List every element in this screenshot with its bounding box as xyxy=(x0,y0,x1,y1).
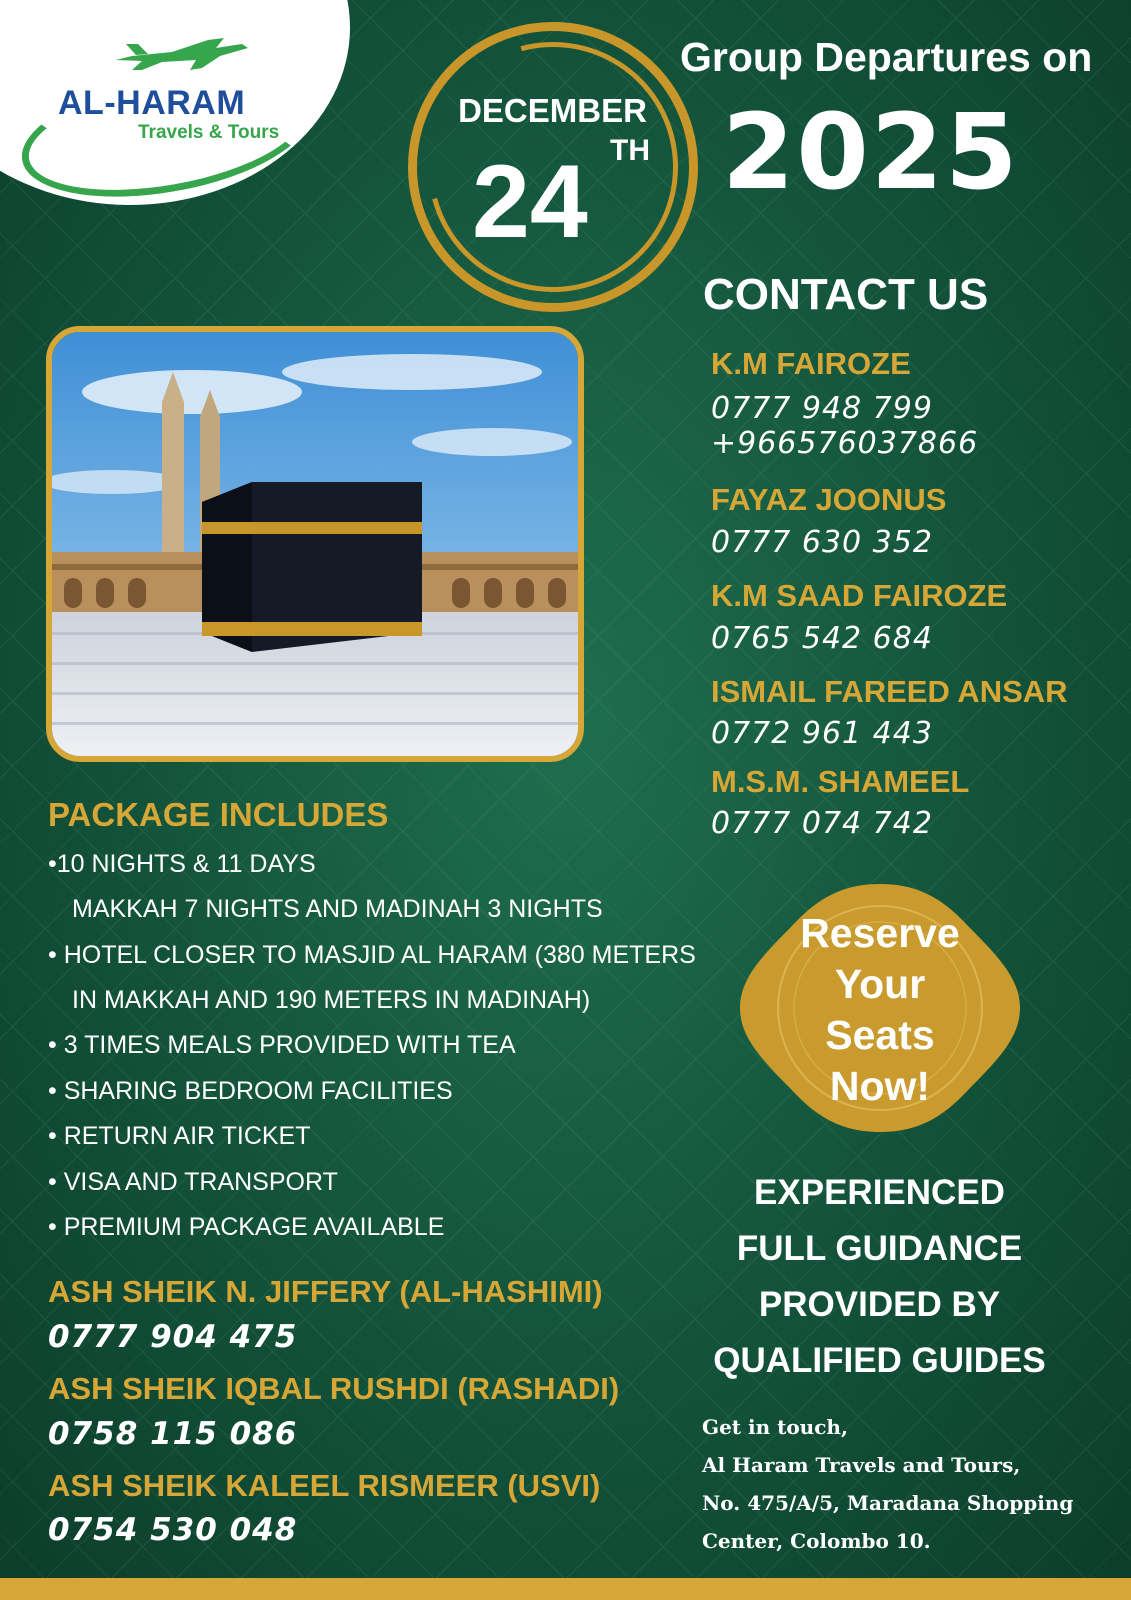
guidance-statement xyxy=(692,1165,1067,1389)
address-line: Get in touch, xyxy=(702,1415,848,1439)
badge-line: Reserve xyxy=(800,910,960,956)
reserve-badge-text[interactable] xyxy=(770,908,990,1112)
package-item: • 3 TIMES MEALS PROVIDED WITH TEA xyxy=(48,1031,516,1059)
package-item: •10 NIGHTS & 11 DAYS xyxy=(48,850,316,878)
address-line: Al Haram Travels and Tours, xyxy=(702,1453,1021,1477)
package-item: IN MAKKAH AND 190 METERS IN MADINAH) xyxy=(72,986,591,1014)
address-line: No. 475/A/5, Maradana Shopping xyxy=(702,1491,1074,1515)
package-item: • HOTEL CLOSER TO MASJID AL HARAM (380 METERS xyxy=(48,941,696,969)
contact-phone[interactable]: +966576037866 xyxy=(711,426,979,461)
package-item: • PREMIUM PACKAGE AVAILABLE xyxy=(48,1213,445,1241)
package-item: • RETURN AIR TICKET xyxy=(48,1122,311,1150)
package-item: • SHARING BEDROOM FACILITIES xyxy=(48,1077,453,1105)
package-heading: PACKAGE INCLUDES xyxy=(48,796,389,833)
contact-name: K.M SAAD FAIROZE xyxy=(711,578,1008,613)
contact-phone[interactable]: 0777 948 799 xyxy=(711,391,933,426)
logo-tagline: Travels & Tours xyxy=(138,122,280,143)
sheik-phone[interactable]: 0777 904 475 xyxy=(48,1319,298,1355)
departure-title: Group Departures on xyxy=(680,34,1093,80)
departure-day-suffix: TH xyxy=(610,134,650,167)
badge-line: Seats xyxy=(825,1012,935,1058)
package-item: • VISA AND TRANSPORT xyxy=(48,1168,338,1196)
guidance-line: PROVIDED BY xyxy=(758,1285,1001,1324)
departure-year: 2025 xyxy=(722,91,1020,213)
sheik-phone[interactable]: 0758 115 086 xyxy=(48,1416,298,1452)
contact-name: K.M FAIROZE xyxy=(711,346,911,381)
airplane-icon xyxy=(112,30,252,76)
guidance-line: EXPERIENCED xyxy=(754,1173,1005,1212)
sheik-name: ASH SHEIK KALEEL RISMEER (USVI) xyxy=(48,1468,601,1503)
badge-line: Your xyxy=(834,961,926,1007)
contact-phone[interactable]: 0777 630 352 xyxy=(711,525,933,560)
bottom-bar xyxy=(0,1578,1131,1600)
sheik-name: ASH SHEIK IQBAL RUSHDI (RASHADI) xyxy=(48,1371,620,1406)
contact-heading: CONTACT US xyxy=(703,270,989,319)
package-item: MAKKAH 7 NIGHTS AND MADINAH 3 NIGHTS xyxy=(72,895,603,923)
address-block xyxy=(702,1408,1073,1560)
contact-phone[interactable]: 0765 542 684 xyxy=(711,621,933,656)
departure-day: 24 xyxy=(472,144,588,260)
badge-line: Now! xyxy=(829,1063,931,1109)
contact-phone[interactable]: 0772 961 443 xyxy=(711,716,933,751)
guidance-line: QUALIFIED GUIDES xyxy=(713,1341,1046,1380)
address-line: Center, Colombo 10. xyxy=(702,1529,931,1553)
contact-name: ISMAIL FAREED ANSAR xyxy=(711,674,1068,709)
kaaba-photo xyxy=(46,326,584,762)
contact-phone[interactable]: 0777 074 742 xyxy=(711,806,933,841)
logo-name: AL-HARAM xyxy=(58,84,246,122)
guidance-line: FULL GUIDANCE xyxy=(736,1229,1023,1268)
contact-name: M.S.M. SHAMEEL xyxy=(711,764,970,799)
departure-month: DECEMBER xyxy=(458,92,647,129)
contact-name: FAYAZ JOONUS xyxy=(711,482,947,517)
sheik-phone[interactable]: 0754 530 048 xyxy=(48,1512,298,1548)
sheik-name: ASH SHEIK N. JIFFERY (AL-HASHIMI) xyxy=(48,1274,603,1309)
